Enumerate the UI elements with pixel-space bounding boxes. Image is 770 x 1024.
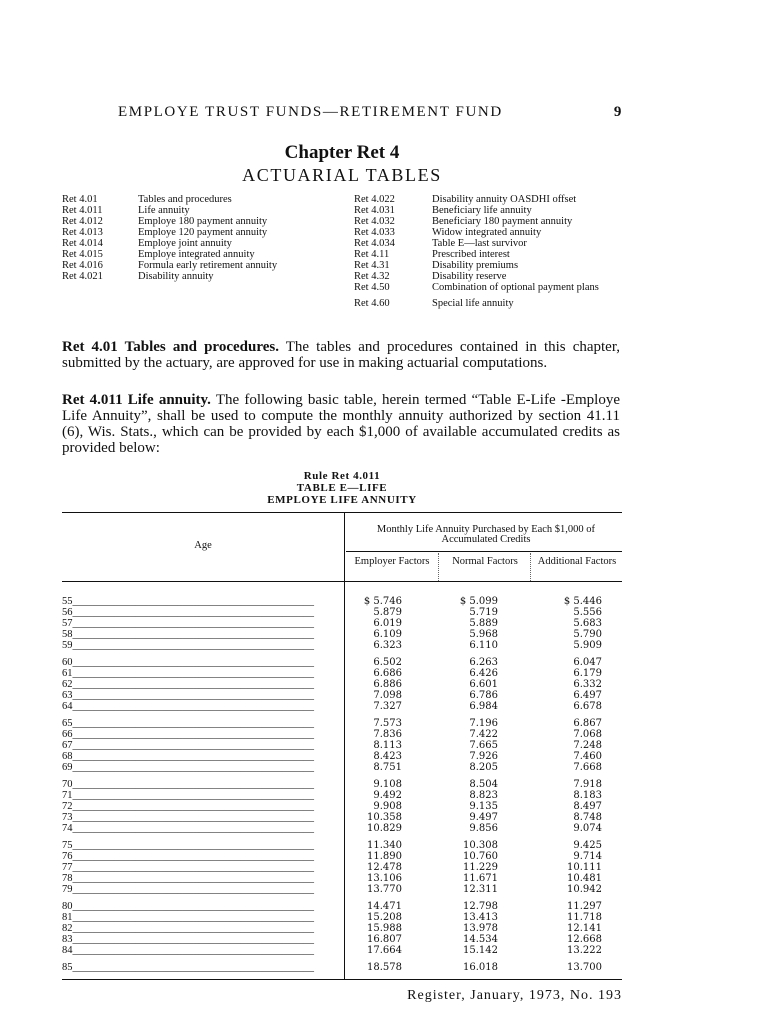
table-row xyxy=(62,607,622,618)
employer-factor: 12.478 xyxy=(367,862,402,873)
age-cell: 67______________________________________________ xyxy=(62,740,314,751)
toc-number: Ret 4.01 xyxy=(62,194,98,205)
toc-number: Ret 4.11 xyxy=(354,249,390,260)
table-row xyxy=(62,934,622,945)
employer-factor: 15.208 xyxy=(367,912,402,923)
toc-number: Ret 4.034 xyxy=(354,238,395,249)
normal-factor: 14.534 xyxy=(463,934,498,945)
employer-factor: 6.502 xyxy=(373,657,402,668)
employer-factor: 8.423 xyxy=(373,751,402,762)
employer-factor: 9.908 xyxy=(373,801,402,812)
toc-number: Ret 4.021 xyxy=(62,271,103,282)
employer-factor: 14.471 xyxy=(367,901,402,912)
age-cell: 68______________________________________________ xyxy=(62,751,314,762)
normal-factor: 15.142 xyxy=(463,945,498,956)
employer-factor: 10.829 xyxy=(367,823,402,834)
table-row xyxy=(62,762,622,773)
normal-factor: 6.263 xyxy=(469,657,498,668)
table-subtitle: EMPLOYE LIFE ANNUITY xyxy=(267,494,417,506)
table-row xyxy=(62,884,622,895)
normal-factor: 11.229 xyxy=(463,862,498,873)
age-cell: 63______________________________________________ xyxy=(62,690,314,701)
age-cell: 59______________________________________________ xyxy=(62,640,314,651)
table-name: TABLE E—LIFE xyxy=(296,482,388,494)
additional-factors-header: Additional Factors xyxy=(537,556,617,567)
table-row xyxy=(62,690,622,701)
employer-factor: $ 5.746 xyxy=(363,596,402,607)
section-401-paragraph xyxy=(62,339,620,371)
toc-title: Table E—last survivor xyxy=(432,238,527,249)
additional-factor: 7.068 xyxy=(573,729,602,740)
toc-title: Disability annuity xyxy=(138,271,214,282)
normal-factor: 7.665 xyxy=(469,740,498,751)
toc-item xyxy=(354,250,622,260)
table-row xyxy=(62,962,622,973)
toc-title: Widow integrated annuity xyxy=(432,227,542,238)
employer-factor: 10.358 xyxy=(367,812,402,823)
employer-factor: 15.988 xyxy=(367,923,402,934)
normal-factor: 5.968 xyxy=(469,629,498,640)
toc-title: Employe integrated annuity xyxy=(138,249,255,260)
section-4011-heading: Ret 4.011 Life annuity. xyxy=(62,392,211,408)
toc-item xyxy=(354,261,622,271)
employer-factor: 13.106 xyxy=(367,873,402,884)
age-cell: 84______________________________________________ xyxy=(62,945,314,956)
toc-number: Ret 4.031 xyxy=(354,205,395,216)
additional-factor: 11.297 xyxy=(567,901,602,912)
toc-item xyxy=(354,195,622,205)
table-row xyxy=(62,729,622,740)
normal-factor: 6.786 xyxy=(469,690,498,701)
toc-item xyxy=(62,261,344,271)
additional-factor: 9.425 xyxy=(573,840,602,851)
normal-factor: 10.760 xyxy=(463,851,498,862)
employer-factor: 7.573 xyxy=(373,718,402,729)
normal-factor: 7.196 xyxy=(469,718,498,729)
table-row-group xyxy=(62,779,622,835)
employer-factor: 6.323 xyxy=(373,640,402,651)
age-cell: 70______________________________________________ xyxy=(62,779,314,790)
normal-factor: 5.889 xyxy=(469,618,498,629)
additional-factor: 9.714 xyxy=(573,851,602,862)
toc-number: Ret 4.032 xyxy=(354,216,395,227)
running-head xyxy=(118,104,623,124)
additional-factor: 5.790 xyxy=(573,629,602,640)
additional-factor: 8.748 xyxy=(573,812,602,823)
employer-factor: 17.664 xyxy=(367,945,402,956)
employer-factor: 11.890 xyxy=(367,851,402,862)
table-row-group xyxy=(62,962,622,974)
toc-title: Tables and procedures xyxy=(138,194,232,205)
normal-factor: 16.018 xyxy=(463,962,498,973)
toc-title: Employe 180 payment annuity xyxy=(138,216,268,227)
toc-item xyxy=(62,272,344,282)
additional-factor: 6.867 xyxy=(573,718,602,729)
section-401-text: The tables and procedures contained in this chapter, submitted by the actuary, are approved for use in making actuarial computations. xyxy=(62,339,620,371)
toc-item xyxy=(354,239,622,249)
section-4011-text: The following basic table, herein termed “Table E-Life -Employe Life Annuity”, shall be used to compute the monthly annuity authorized by section 41.11 (6), Wis. Stats., which can be provided by each $1,000 of available accumulated credits as provided below: xyxy=(62,392,620,456)
toc-item xyxy=(62,195,344,205)
normal-factor: 12.798 xyxy=(463,901,498,912)
table-row xyxy=(62,640,622,651)
header-group-rule xyxy=(346,551,622,552)
additional-factor: 5.556 xyxy=(573,607,602,618)
age-cell: 72______________________________________________ xyxy=(62,801,314,812)
table-row xyxy=(62,923,622,934)
toc-item xyxy=(354,217,622,227)
annuity-group-header: Monthly Life Annuity Purchased by Each $1,000 of Accumulated Credits xyxy=(376,524,596,545)
table-row xyxy=(62,801,622,812)
employer-factor: 8.751 xyxy=(373,762,402,773)
age-cell: 61______________________________________________ xyxy=(62,668,314,679)
additional-factor: 12.668 xyxy=(567,934,602,945)
normal-factor: 13.978 xyxy=(463,923,498,934)
additional-factor: 9.074 xyxy=(573,823,602,834)
age-cell: 81______________________________________________ xyxy=(62,912,314,923)
table-row-group xyxy=(62,718,622,774)
section-401-heading: Ret 4.01 Tables and procedures. xyxy=(62,339,279,355)
age-cell: 57______________________________________________ xyxy=(62,618,314,629)
column-divider xyxy=(530,553,531,581)
employer-factor: 6.686 xyxy=(373,668,402,679)
age-cell: 58______________________________________________ xyxy=(62,629,314,640)
normal-factor: 10.308 xyxy=(463,840,498,851)
table-row xyxy=(62,840,622,851)
table-row xyxy=(62,629,622,640)
toc-column-right xyxy=(354,195,622,310)
age-cell: 69______________________________________________ xyxy=(62,762,314,773)
table-row-group xyxy=(62,840,622,896)
table-row xyxy=(62,873,622,884)
age-cell: 75______________________________________________ xyxy=(62,840,314,851)
age-cell: 76______________________________________________ xyxy=(62,851,314,862)
additional-factor: 6.497 xyxy=(573,690,602,701)
age-cell: 65______________________________________________ xyxy=(62,718,314,729)
column-divider xyxy=(438,553,439,581)
normal-factor: 9.497 xyxy=(469,812,498,823)
age-cell: 77______________________________________________ xyxy=(62,862,314,873)
normal-factor: 8.504 xyxy=(469,779,498,790)
table-row xyxy=(62,618,622,629)
age-cell: 78______________________________________________ xyxy=(62,873,314,884)
toc-title: Employe 120 payment annuity xyxy=(138,227,268,238)
age-cell: 83______________________________________________ xyxy=(62,934,314,945)
normal-factor: 7.422 xyxy=(469,729,498,740)
additional-factor: 10.481 xyxy=(567,873,602,884)
toc-number: Ret 4.013 xyxy=(62,227,103,238)
employer-factor: 6.886 xyxy=(373,679,402,690)
toc-title: Prescribed interest xyxy=(432,249,510,260)
table-row xyxy=(62,779,622,790)
toc-number: Ret 4.32 xyxy=(354,271,390,282)
table-row xyxy=(62,790,622,801)
age-cell: 74______________________________________________ xyxy=(62,823,314,834)
additional-factor: 8.497 xyxy=(573,801,602,812)
additional-factor: 6.047 xyxy=(573,657,602,668)
age-cell: 64______________________________________________ xyxy=(62,701,314,712)
age-cell: 80______________________________________________ xyxy=(62,901,314,912)
normal-factor: 7.926 xyxy=(469,751,498,762)
table-row xyxy=(62,862,622,873)
toc-title: Beneficiary 180 payment annuity xyxy=(432,216,573,227)
toc-item xyxy=(62,217,344,227)
normal-factor: 6.110 xyxy=(469,640,498,651)
table-row-group xyxy=(62,657,622,713)
normal-factor: 11.671 xyxy=(463,873,498,884)
additional-factor: 5.909 xyxy=(573,640,602,651)
table-row xyxy=(62,812,622,823)
table-row xyxy=(62,668,622,679)
toc-item xyxy=(62,228,344,238)
normal-factor: 9.135 xyxy=(469,801,498,812)
age-cell: 66______________________________________________ xyxy=(62,729,314,740)
age-cell: 79______________________________________________ xyxy=(62,884,314,895)
table-row xyxy=(62,823,622,834)
additional-factor: $ 5.446 xyxy=(563,596,602,607)
annuity-table xyxy=(62,507,622,1014)
employer-factor: 7.836 xyxy=(373,729,402,740)
employer-factor: 7.327 xyxy=(373,701,402,712)
toc-number: Ret 4.015 xyxy=(62,249,103,260)
normal-factor: 6.601 xyxy=(469,679,498,690)
normal-factors-header: Normal Factors xyxy=(452,556,518,567)
additional-factor: 13.700 xyxy=(567,962,602,973)
toc-item xyxy=(62,206,344,216)
chapter-label: Chapter Ret 4 xyxy=(284,142,400,163)
additional-factor: 7.918 xyxy=(573,779,602,790)
toc-item xyxy=(62,239,344,249)
additional-factor: 6.678 xyxy=(573,701,602,712)
employer-factor: 9.492 xyxy=(373,790,402,801)
toc-title: Employe joint annuity xyxy=(138,238,232,249)
toc-title: Life annuity xyxy=(138,205,190,216)
employer-factor: 6.109 xyxy=(373,629,402,640)
toc-number: Ret 4.022 xyxy=(354,194,395,205)
additional-factor: 7.668 xyxy=(573,762,602,773)
toc-item xyxy=(354,283,622,293)
employer-factor: 7.098 xyxy=(373,690,402,701)
toc-item xyxy=(354,299,622,309)
table-row-group xyxy=(62,901,622,957)
toc-column-left xyxy=(62,195,344,283)
additional-factor: 12.141 xyxy=(567,923,602,934)
normal-factor: 12.311 xyxy=(463,884,498,895)
toc-number: Ret 4.014 xyxy=(62,238,103,249)
toc-item xyxy=(354,228,622,238)
toc-item xyxy=(62,250,344,260)
toc-number: Ret 4.50 xyxy=(354,282,390,293)
additional-factor: 13.222 xyxy=(567,945,602,956)
additional-factor: 10.111 xyxy=(567,862,602,873)
employer-factor: 13.770 xyxy=(367,884,402,895)
toc-title: Beneficiary life annuity xyxy=(432,205,532,216)
normal-factor: 8.205 xyxy=(469,762,498,773)
additional-factor: 6.179 xyxy=(573,668,602,679)
register-footer: Register, January, 1973, No. 193 xyxy=(407,988,622,1003)
normal-factor: 6.984 xyxy=(469,701,498,712)
employer-factor: 18.578 xyxy=(367,962,402,973)
table-row xyxy=(62,901,622,912)
age-cell: 71______________________________________________ xyxy=(62,790,314,801)
employer-factors-header: Employer Factors xyxy=(354,556,430,567)
table-top-rule xyxy=(62,512,622,513)
table-row xyxy=(62,912,622,923)
toc-number: Ret 4.31 xyxy=(354,260,390,271)
toc-title: Special life annuity xyxy=(432,298,514,309)
normal-factor: 6.426 xyxy=(469,668,498,679)
age-cell: 82______________________________________________ xyxy=(62,923,314,934)
age-cell: 60______________________________________________ xyxy=(62,657,314,668)
toc-number: Ret 4.011 xyxy=(62,205,103,216)
toc-title: Disability annuity OASDHI offset xyxy=(432,194,577,205)
normal-factor: 5.719 xyxy=(469,607,498,618)
age-cell: 56______________________________________________ xyxy=(62,607,314,618)
table-of-contents xyxy=(62,195,622,330)
employer-factor: 6.019 xyxy=(373,618,402,629)
running-head-title: EMPLOYE TRUST FUNDS—RETIREMENT FUND xyxy=(118,104,503,120)
additional-factor: 10.942 xyxy=(567,884,602,895)
toc-title: Disability premiums xyxy=(432,260,519,271)
toc-number: Ret 4.016 xyxy=(62,260,103,271)
additional-factor: 8.183 xyxy=(573,790,602,801)
toc-title: Formula early retirement annuity xyxy=(138,260,278,271)
normal-factor: $ 5.099 xyxy=(459,596,498,607)
toc-item xyxy=(354,206,622,216)
table-row xyxy=(62,851,622,862)
chapter-title: ACTUARIAL TABLES xyxy=(242,165,442,185)
additional-factor: 6.332 xyxy=(573,679,602,690)
age-header: Age xyxy=(194,540,212,551)
age-cell: 62______________________________________________ xyxy=(62,679,314,690)
table-row xyxy=(62,679,622,690)
employer-factor: 8.113 xyxy=(373,740,402,751)
employer-factor: 9.108 xyxy=(373,779,402,790)
table-row-group xyxy=(62,596,622,652)
normal-factor: 8.823 xyxy=(469,790,498,801)
table-row xyxy=(62,751,622,762)
table-row xyxy=(62,945,622,956)
normal-factor: 9.856 xyxy=(469,823,498,834)
rule-number: Rule Ret 4.011 xyxy=(303,470,381,482)
additional-factor: 7.460 xyxy=(573,751,602,762)
age-cell: 55______________________________________________ xyxy=(62,596,314,607)
page-number: 9 xyxy=(613,104,623,120)
additional-factor: 7.248 xyxy=(573,740,602,751)
age-cell: 85______________________________________________ xyxy=(62,962,314,973)
header-bottom-rule xyxy=(62,581,622,582)
normal-factor: 13.413 xyxy=(463,912,498,923)
table-row xyxy=(62,740,622,751)
table-row xyxy=(62,657,622,668)
section-4011-paragraph xyxy=(62,392,620,456)
toc-number: Ret 4.012 xyxy=(62,216,103,227)
toc-number: Ret 4.60 xyxy=(354,298,390,309)
table-row xyxy=(62,701,622,712)
additional-factor: 11.718 xyxy=(567,912,602,923)
table-row xyxy=(62,596,622,607)
age-cell: 73______________________________________________ xyxy=(62,812,314,823)
employer-factor: 16.807 xyxy=(367,934,402,945)
table-row xyxy=(62,718,622,729)
toc-item xyxy=(354,272,622,282)
employer-factor: 11.340 xyxy=(367,840,402,851)
table-bottom-rule xyxy=(62,979,622,980)
toc-title: Disability reserve xyxy=(432,271,507,282)
toc-title: Combination of optional payment plans xyxy=(432,282,599,293)
toc-number: Ret 4.033 xyxy=(354,227,395,238)
employer-factor: 5.879 xyxy=(373,607,402,618)
additional-factor: 5.683 xyxy=(573,618,602,629)
